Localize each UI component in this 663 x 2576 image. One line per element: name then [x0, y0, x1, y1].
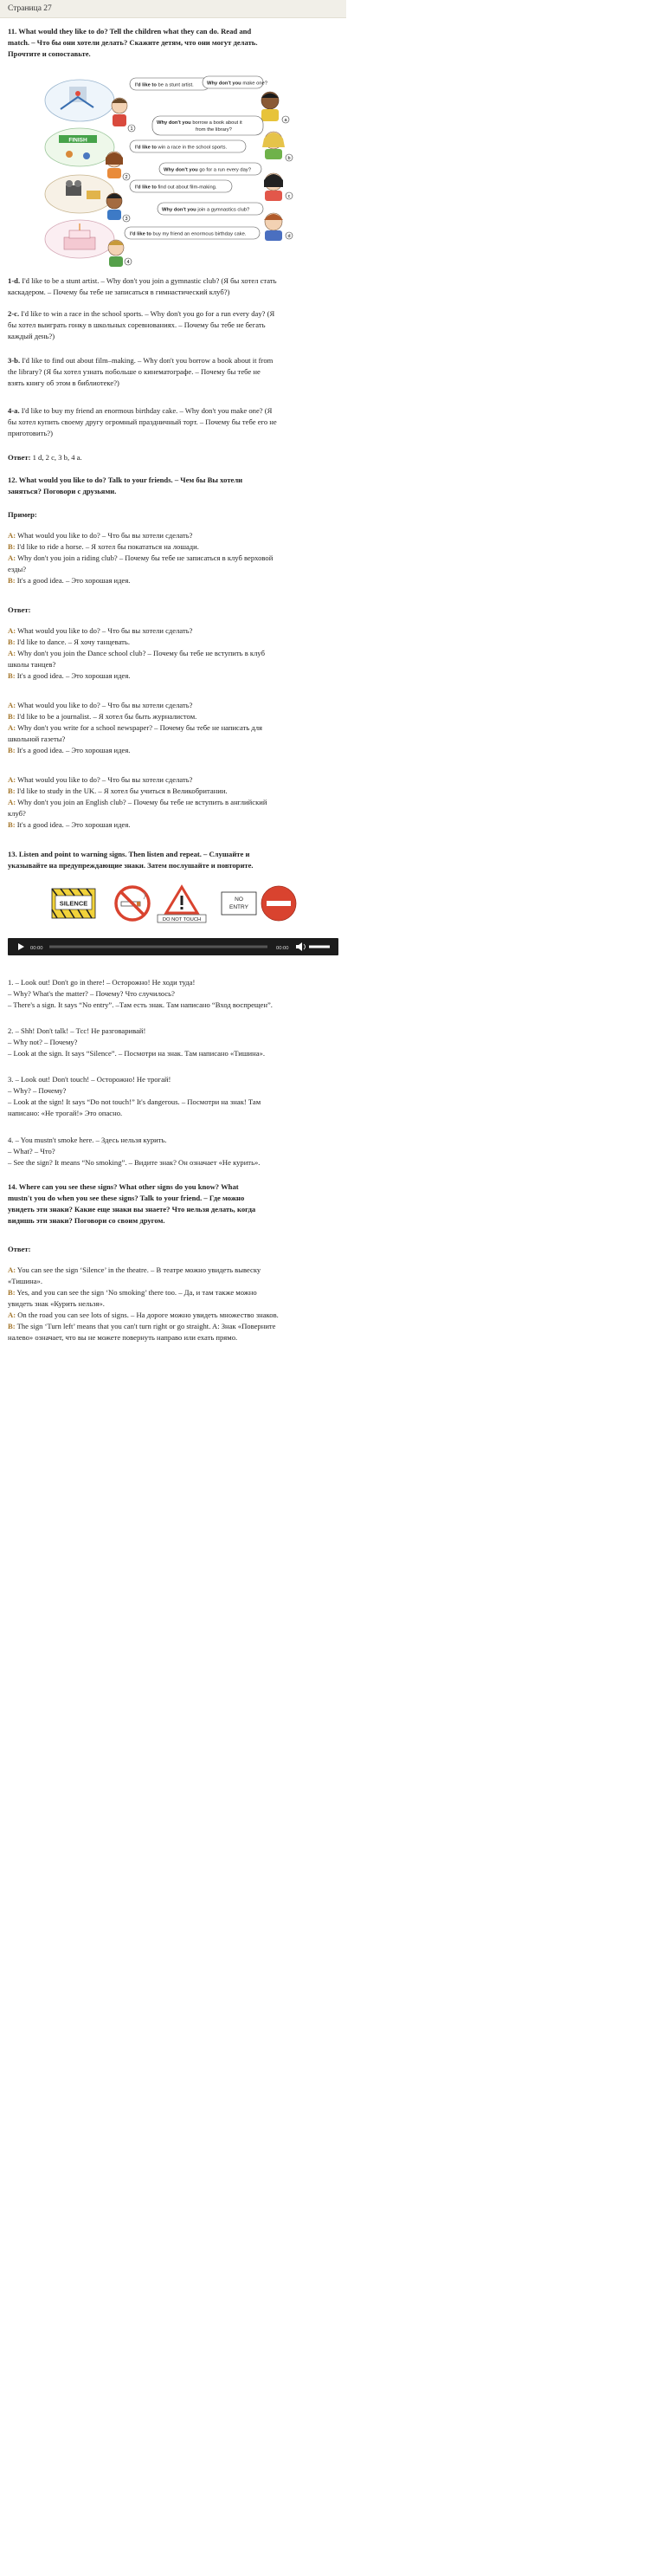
title-line: 12. What would you like to do? Talk to your friends. – Чем бы Вы хотели	[8, 476, 243, 484]
line-text: школы танцев?	[8, 660, 56, 669]
letter-label: b	[287, 156, 291, 161]
item-key: 3-b.	[8, 356, 21, 365]
number-label: 3	[125, 217, 128, 222]
title-line: заняться? Поговори с друзьями.	[8, 487, 117, 495]
title-line: 11. What would they like to do? Tell the children what they can do. Read and	[8, 27, 252, 36]
line-text: клуб?	[8, 809, 26, 818]
ex14-answer-label: Ответ:	[8, 1245, 31, 1253]
audio-duration: 00:00	[276, 946, 289, 951]
line-text: Why don't you join an English club? – Почему бы тебе не вступить в английский	[16, 798, 267, 806]
item-text: the library? (Я бы хотел узнать побольше о кинематографе. – Почему бы тебе не	[8, 367, 261, 376]
line-text: You can see the sign ‘Silence’ in the theatre. – В театре можно увидеть вывеску	[16, 1265, 261, 1274]
ex13-title	[8, 849, 338, 871]
dialogue-line: 2. – Shh! Don't talk! – Тсс! Не разговаривай!	[8, 1026, 146, 1035]
line-text: The sign ‘Turn left’ means that you can't turn right or go straight. A: Знак «Поверните	[15, 1322, 276, 1330]
item-text: бы хотел выиграть гонку в школьных соревнованиях. – Почему бы тебе не бегать	[8, 320, 266, 329]
title-line: видишь эти знаки? Поговори со своим другом.	[8, 1216, 165, 1225]
answer-label: Ответ:	[8, 453, 31, 462]
item-text: каждый день?)	[8, 332, 55, 340]
speaker: B:	[8, 820, 16, 829]
ex11-item-1	[8, 275, 338, 298]
line-text: школьной газеты?	[8, 735, 66, 743]
item-text: I'd like to buy my friend an enormous birthday cake. – Why don't you make one? (Я	[21, 406, 273, 415]
svg-text:Why don't you borrow a book ab	[157, 120, 242, 126]
speaker: B:	[8, 1288, 16, 1297]
line-text: It's a good idea. – Это хорошая идея.	[15, 746, 131, 754]
child-2	[106, 152, 130, 180]
speaker: A:	[8, 531, 16, 540]
ex11-illustration	[43, 74, 303, 269]
line-text: It's a good idea. – Это хорошая идея.	[15, 671, 131, 680]
thought-cloud-cake	[45, 220, 114, 258]
dialogue-line: – Why not? – Почему?	[8, 1038, 78, 1046]
speech-bubble-b	[152, 116, 263, 135]
dialogue-line: 3. – Look out! Don't touch! – Осторожно! Не трогай!	[8, 1075, 171, 1084]
speaker: B:	[8, 576, 16, 585]
audio-controls	[8, 938, 338, 955]
child-4	[108, 240, 132, 267]
dialogue-line: 1. – Look out! Don't go in there! – Осторожно! Не ходи туда!	[8, 978, 196, 987]
speaker: A:	[8, 701, 16, 709]
dialogue-line: – Look at the sign. It says “Silence”. – Посмотри на знак. Там написано «Тишина».	[8, 1049, 265, 1058]
ex12-dialogue-1	[8, 625, 338, 682]
line-text: езды?	[8, 565, 27, 573]
page-title: Страница 27	[8, 4, 52, 13]
line-text: On the road you can see lots of signs. – На дороге можно увидеть множество знаков.	[16, 1311, 279, 1319]
ex14-answer	[8, 1265, 338, 1343]
finish-sign-text: FINISH	[68, 137, 87, 144]
item-text: каскадером. – Почему бы тебе не записаться в гимнастический клуб?)	[8, 288, 230, 296]
line-text: налево» означает, что вы не можете повернуть направо или ехать прямо.	[8, 1333, 238, 1342]
line-text: Why don't you join a riding club? – Почему бы тебе не записаться в клуб верховой	[16, 553, 274, 562]
line-text: Why don't you join the Dance school club? – Почему бы тебе не вступить в клуб	[16, 649, 265, 657]
no-entry-road-sign	[261, 886, 296, 921]
speaker: A:	[8, 1265, 16, 1274]
speech-bold: I'd like to	[135, 145, 157, 151]
ex12-title	[8, 475, 338, 497]
line-text: I'd like to be a journalist. – Я хотел бы быть журналистом.	[15, 712, 197, 721]
speaker: B:	[8, 542, 16, 551]
child-d	[264, 213, 293, 241]
ex13-dialogue-4	[8, 1135, 338, 1168]
silence-sign-text: SILENCE	[59, 899, 88, 908]
speech-rest: find out about film-making.	[156, 184, 217, 191]
dialogue-line: – See the sign? It means “No smoking”. – Видите знак? Он означает «Не курить».	[8, 1158, 261, 1167]
speech-rest: go for a run every day?	[197, 167, 251, 173]
speech-bold: I'd like to	[135, 82, 157, 88]
child-c	[264, 173, 293, 201]
svg-text:Why don't you join a gymnastic	[162, 208, 250, 213]
thought-cloud-film	[45, 175, 114, 213]
speech-bubble-2	[130, 140, 246, 152]
speech-rest: join a gymnastics club?	[196, 207, 250, 213]
line-text: увидеть знак «Курить нельзя».	[8, 1299, 105, 1308]
speech-bold: Why don't you	[162, 207, 196, 213]
page-header	[0, 0, 346, 18]
ex13-dialogue-3	[8, 1074, 338, 1119]
speaker: A:	[8, 775, 16, 784]
speech-rest: borrow a book about it	[190, 120, 242, 126]
line-text: What would you like to do? – Что бы вы хотели сделать?	[16, 775, 193, 784]
answer-text: 1 d, 2 c, 3 b, 4 a.	[30, 453, 82, 462]
ex11-item-2	[8, 308, 338, 342]
line-text: What would you like to do? – Что бы вы хотели сделать?	[16, 626, 193, 635]
line-text: I'd like to study in the UK. – Я хотел бы учиться в Великобритании.	[15, 786, 228, 795]
ex11-answer	[8, 452, 338, 463]
do-not-touch-sign	[158, 887, 206, 922]
speaker: A:	[8, 798, 16, 806]
number-label: 2	[125, 175, 128, 180]
title-line: 14. Where can you see these signs? What other signs do you know? What	[8, 1182, 239, 1191]
item-text: взять книгу об этом в библиотеке?)	[8, 379, 119, 387]
speaker: A:	[8, 649, 16, 657]
dialogue-line: – What? – Что?	[8, 1147, 55, 1155]
speech-bold: Why don't you	[207, 81, 241, 87]
no-entry-text-1: NO	[235, 896, 243, 903]
line-text: What would you like to do? – Что бы вы хотели сделать?	[16, 531, 193, 540]
child-1	[112, 98, 135, 132]
ex12-answer-label: Ответ:	[8, 605, 31, 614]
play-icon[interactable]	[18, 943, 24, 950]
child-3	[106, 193, 130, 222]
no-entry-text-sign	[222, 892, 256, 915]
speaker: A:	[8, 1311, 16, 1319]
speaker: B:	[8, 786, 16, 795]
title-line: увидеть эти знаки? Какие еще знаки вы знаете? Что нельзя делать, когда	[8, 1205, 256, 1214]
line-text: I'd like to ride a horse. – Я хотел бы покататься на лошади.	[15, 542, 199, 551]
child-a	[261, 92, 289, 123]
speech-bold: I'd like to	[135, 184, 157, 191]
child-b	[262, 132, 293, 161]
svg-text:I'd like to find out about fil	[135, 185, 217, 191]
svg-text:I'd like to be a stunt artist.	[135, 83, 194, 88]
title-line: указывайте на предупреждающие знаки. Затем послушайте и повторите.	[8, 861, 254, 870]
ex11-title	[8, 26, 338, 60]
line-text: It's a good idea. – Это хорошая идея.	[15, 820, 131, 829]
item-key: 2-c.	[8, 309, 20, 318]
line-text: It's a good idea. – Это хорошая идея.	[15, 576, 131, 585]
page	[0, 0, 346, 1358]
speaker: B:	[8, 746, 16, 754]
number-label: 4	[126, 260, 130, 265]
volume-icon[interactable]	[296, 942, 306, 951]
speech-bold: Why don't you	[157, 120, 191, 126]
ex14-title	[8, 1181, 338, 1227]
speech-bold: Why don't you	[164, 167, 198, 173]
speaker: A:	[8, 553, 16, 562]
speech-rest: win a race in the school sports.	[156, 145, 228, 151]
line-text: Yes, and you can see the sign ‘No smoking’ there too. – Да, и там также можно	[15, 1288, 257, 1297]
title-line: match. – Что бы они хотели делать? Скажите детям, что они могут делать.	[8, 38, 258, 47]
number-label: 1	[130, 126, 133, 132]
warning-signs	[50, 883, 301, 925]
speaker: B:	[8, 671, 16, 680]
dialogue-line: 4. – You mustn't smoke here. – Здесь нельзя курить.	[8, 1136, 167, 1144]
speech-rest: make one?	[241, 81, 267, 87]
ex11-item-4	[8, 405, 338, 439]
audio-player[interactable]	[8, 938, 338, 955]
title-line: Прочтите и сопоставьте.	[8, 49, 91, 58]
ex13-dialogue-1	[8, 977, 338, 1011]
svg-text:Why don't you make one?	[207, 81, 268, 87]
speech-rest: be a stunt artist.	[156, 82, 194, 88]
line-text: I'd like to dance. – Я хочу танцевать.	[15, 638, 130, 646]
item-text: приготовить?)	[8, 429, 53, 437]
item-text: I'd like to be a stunt artist. – Why don't you join a gymnastic club? (Я бы хотел стать	[22, 276, 277, 285]
line-text: Why don't you write for a school newspaper? – Почему бы тебе не написать для	[16, 723, 263, 732]
dialogue-line: – There's a sign. It says “No entry”. –Там есть знак. Там написано “Вход воспрещен”.	[8, 1000, 273, 1009]
letter-label: c	[287, 194, 291, 199]
audio-current-time: 00:00	[30, 946, 43, 951]
no-smoking-sign	[116, 887, 149, 920]
speech-bubble-d	[158, 203, 263, 215]
dialogue-line: – Why? What's the matter? – Почему? Что случилось?	[8, 989, 175, 998]
speaker: A:	[8, 723, 16, 732]
ex12-dialogue-3	[8, 774, 338, 831]
svg-text:I'd like to win a race in the	[135, 146, 227, 151]
svg-text:Why don't you go for a run eve	[164, 168, 252, 173]
ex11-item-3	[8, 355, 338, 389]
letter-label: d	[287, 234, 291, 239]
item-text: бы хотел купить своему другу огромный праздничный торт. – Почему бы тебе его не	[8, 417, 277, 426]
volume-slider[interactable]	[309, 946, 330, 948]
speech-rest: from the library?	[196, 127, 232, 133]
dialogue-line: – Look at the sign! It says “Do not touch!” It's dangerous. – Посмотри на знак! Там	[8, 1097, 261, 1106]
ex12-dialogue-2	[8, 700, 338, 756]
speech-bubble-3	[130, 180, 232, 192]
speech-bubble-4	[125, 227, 260, 239]
speaker: B:	[8, 712, 16, 721]
silence-sign	[52, 889, 95, 918]
speech-rest: buy my friend an enormous birthday cake.	[151, 231, 247, 237]
item-key: 4-a.	[8, 406, 20, 415]
speech-bubble-1	[130, 78, 209, 90]
speaker: A:	[8, 626, 16, 635]
title-line: 13. Listen and point to warning signs. Then listen and repeat. – Слушайте и	[8, 850, 250, 858]
no-entry-text-2: ENTRY	[229, 904, 248, 910]
speech-bubble-a	[203, 76, 268, 88]
title-line: mustn't you do when you see these signs? Talk to your friend. – Где можно	[8, 1194, 245, 1202]
item-text: I'd like to win a race in the school sports. – Why don't you go for a run every day? (Я	[21, 309, 275, 318]
ex12-example-label: Пример:	[8, 510, 37, 519]
ex12-example	[8, 530, 338, 586]
speech-bold: I'd like to	[130, 231, 151, 237]
do-not-touch-text: DO NOT TOUCH	[162, 917, 202, 922]
speaker: B:	[8, 638, 16, 646]
svg-text:I'd like to buy my friend an e	[130, 232, 247, 237]
item-text: I'd like to find out about film–making. – Why don't you borrow a book about it from	[22, 356, 274, 365]
item-key: 1-d.	[8, 276, 21, 285]
line-text: «Тишина».	[8, 1277, 43, 1285]
thought-cloud-stunt	[45, 80, 114, 121]
dialogue-line: написано: «Не трогай!» Это опасно.	[8, 1109, 123, 1117]
letter-label: a	[284, 118, 287, 123]
speaker: B:	[8, 1322, 16, 1330]
speech-bubble-c	[159, 163, 261, 175]
dialogue-line: – Why? – Почему?	[8, 1086, 67, 1095]
audio-progress-bar[interactable]	[49, 946, 267, 948]
thought-cloud-race	[45, 128, 114, 166]
ex13-dialogue-2	[8, 1026, 338, 1059]
line-text: What would you like to do? – Что бы вы хотели сделать?	[16, 701, 193, 709]
